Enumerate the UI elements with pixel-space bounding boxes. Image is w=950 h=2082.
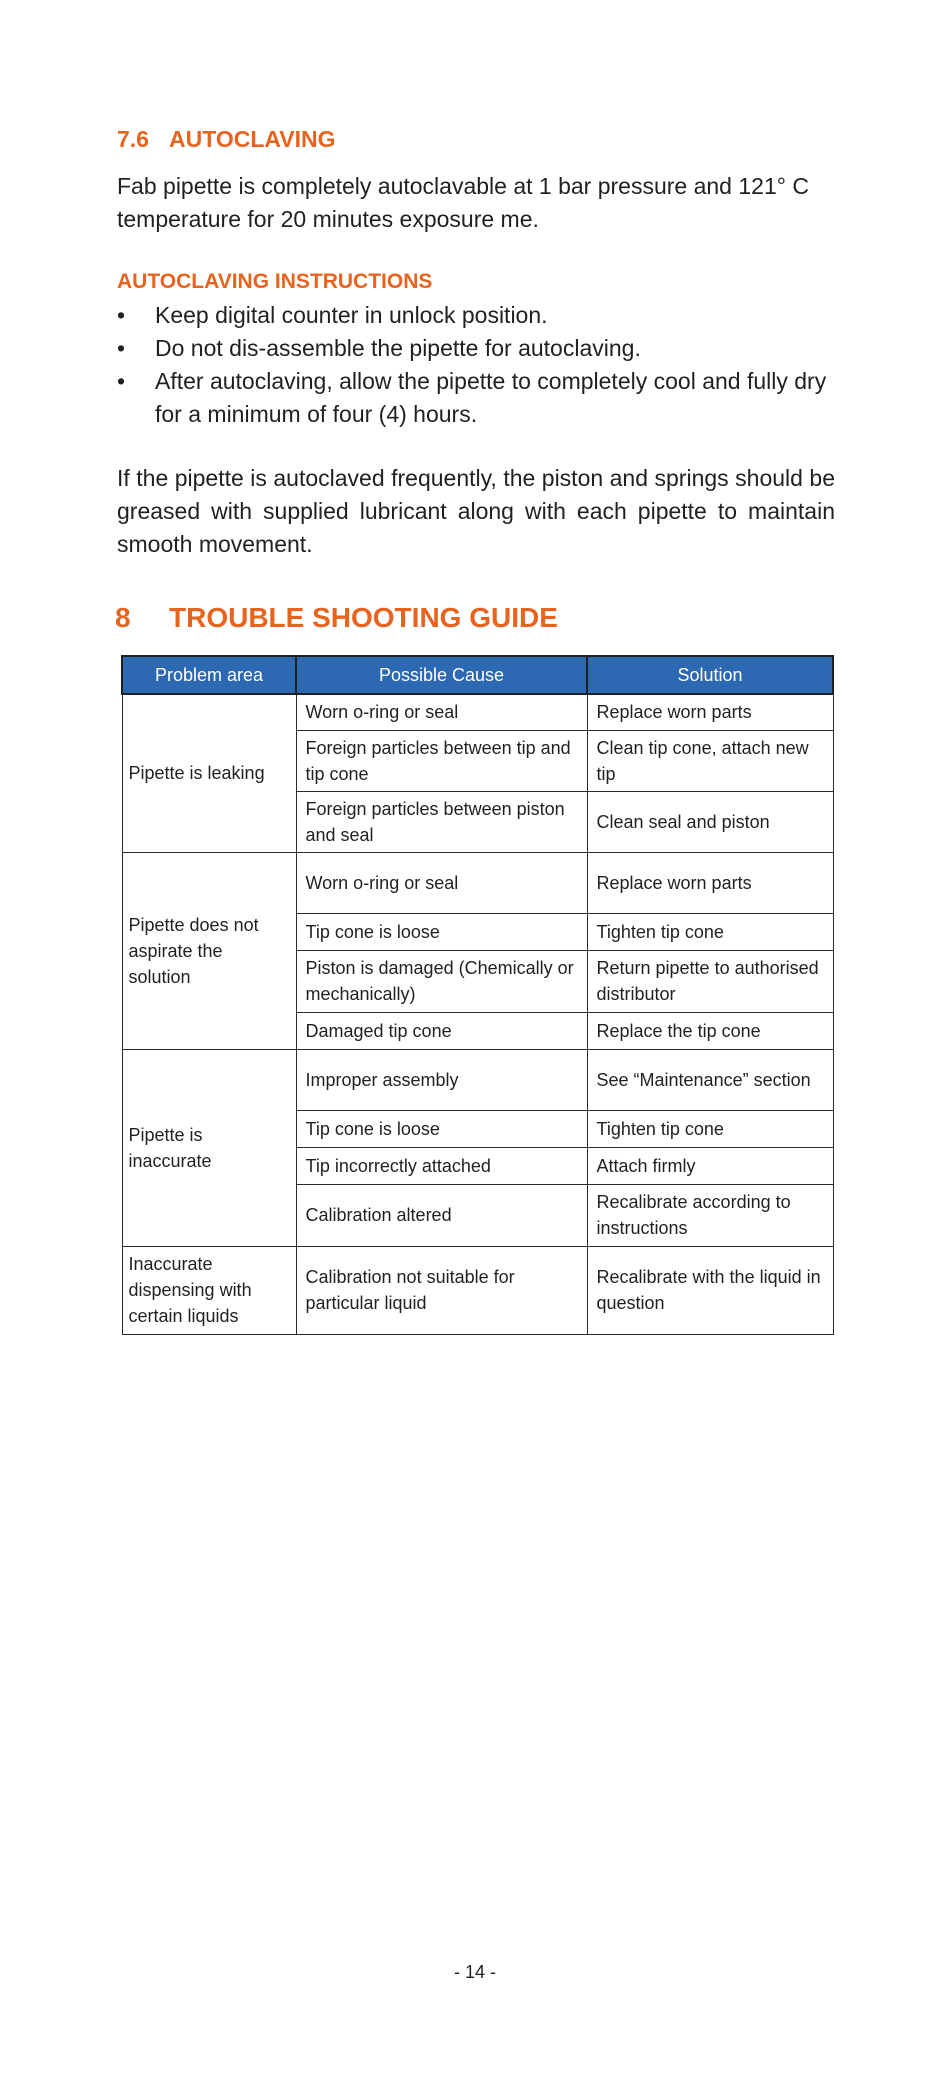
cause-cell: Tip cone is loose xyxy=(296,1110,587,1147)
section-number: 7.6 xyxy=(117,126,149,152)
problem-area-cell: Pipette is leaking xyxy=(122,694,296,852)
table-row xyxy=(122,1246,833,1334)
cause-cell: Foreign particles between tip and tip cone xyxy=(296,730,587,791)
problem-area-cell: Pipette does not aspirate the solution xyxy=(122,852,296,1049)
table-row xyxy=(122,1049,833,1110)
cause-cell: Worn o-ring or seal xyxy=(296,852,587,913)
problem-area-cell: Inaccurate dispensing with certain liquids xyxy=(122,1246,296,1334)
bullet-icon: • xyxy=(117,368,126,394)
troubleshooting-table xyxy=(121,655,834,1335)
cause-cell: Calibration not suitable for particular liquid xyxy=(296,1246,587,1334)
section-number: 8 xyxy=(115,602,131,633)
cause-cell: Calibration altered xyxy=(296,1184,587,1246)
section-title: TROUBLE SHOOTING GUIDE xyxy=(169,602,558,633)
solution-cell: Clean seal and piston xyxy=(587,791,833,852)
column-header-possible-cause: Possible Cause xyxy=(296,656,587,694)
table-row xyxy=(122,694,833,730)
solution-cell: Attach firmly xyxy=(587,1147,833,1184)
bullet-icon: • xyxy=(117,335,126,361)
cause-cell: Tip cone is loose xyxy=(296,913,587,950)
solution-cell: Tighten tip cone xyxy=(587,1110,833,1147)
section-heading-troubleshooting xyxy=(115,602,558,634)
instruction-item xyxy=(117,365,837,431)
column-header-solution: Solution xyxy=(587,656,833,694)
cause-cell: Foreign particles between piston and seal xyxy=(296,791,587,852)
autoclaving-instructions-list xyxy=(117,299,837,431)
solution-cell: Replace the tip cone xyxy=(587,1012,833,1049)
autoclaving-intro-paragraph: Fab pipette is completely autoclavable at 1 bar pressure and 121° C temperature for 20 minutes exposure me. xyxy=(117,173,809,232)
instruction-item xyxy=(117,299,837,332)
page-number: - 14 - xyxy=(453,1962,496,1982)
table-header-row xyxy=(122,656,833,694)
table-row xyxy=(122,852,833,913)
solution-cell: Replace worn parts xyxy=(587,852,833,913)
instruction-text: Keep digital counter in unlock position. xyxy=(155,302,548,328)
cause-cell: Worn o-ring or seal xyxy=(296,694,587,730)
solution-cell: Clean tip cone, attach new tip xyxy=(587,730,833,791)
solution-cell: Return pipette to authorised distributor xyxy=(587,950,833,1012)
solution-cell: See “Maintenance” section xyxy=(587,1049,833,1110)
solution-cell: Tighten tip cone xyxy=(587,913,833,950)
solution-cell: Recalibrate according to instructions xyxy=(587,1184,833,1246)
instruction-text: Do not dis-assemble the pipette for autoclaving. xyxy=(155,335,641,361)
section-heading-autoclaving xyxy=(117,126,336,153)
cause-cell: Improper assembly xyxy=(296,1049,587,1110)
cause-cell: Piston is damaged (Chemically or mechanically) xyxy=(296,950,587,1012)
solution-cell: Recalibrate with the liquid in question xyxy=(587,1246,833,1334)
instruction-text: After autoclaving, allow the pipette to completely cool and fully dry for a minimum of four (4) hours. xyxy=(155,368,827,427)
instruction-item xyxy=(117,332,837,365)
cause-cell: Damaged tip cone xyxy=(296,1012,587,1049)
bullet-icon: • xyxy=(117,302,126,328)
cause-cell: Tip incorrectly attached xyxy=(296,1147,587,1184)
lubrication-note-paragraph: If the pipette is autoclaved frequently, the piston and springs should be greased with supplied lubricant along with each pipette to maintain smooth movement. xyxy=(117,465,835,557)
column-header-problem-area: Problem area xyxy=(122,656,296,694)
problem-area-cell: Pipette is inaccurate xyxy=(122,1049,296,1246)
solution-cell: Replace worn parts xyxy=(587,694,833,730)
section-title: AUTOCLAVING xyxy=(169,126,336,152)
autoclaving-instructions-heading: AUTOCLAVING INSTRUCTIONS xyxy=(117,270,433,293)
